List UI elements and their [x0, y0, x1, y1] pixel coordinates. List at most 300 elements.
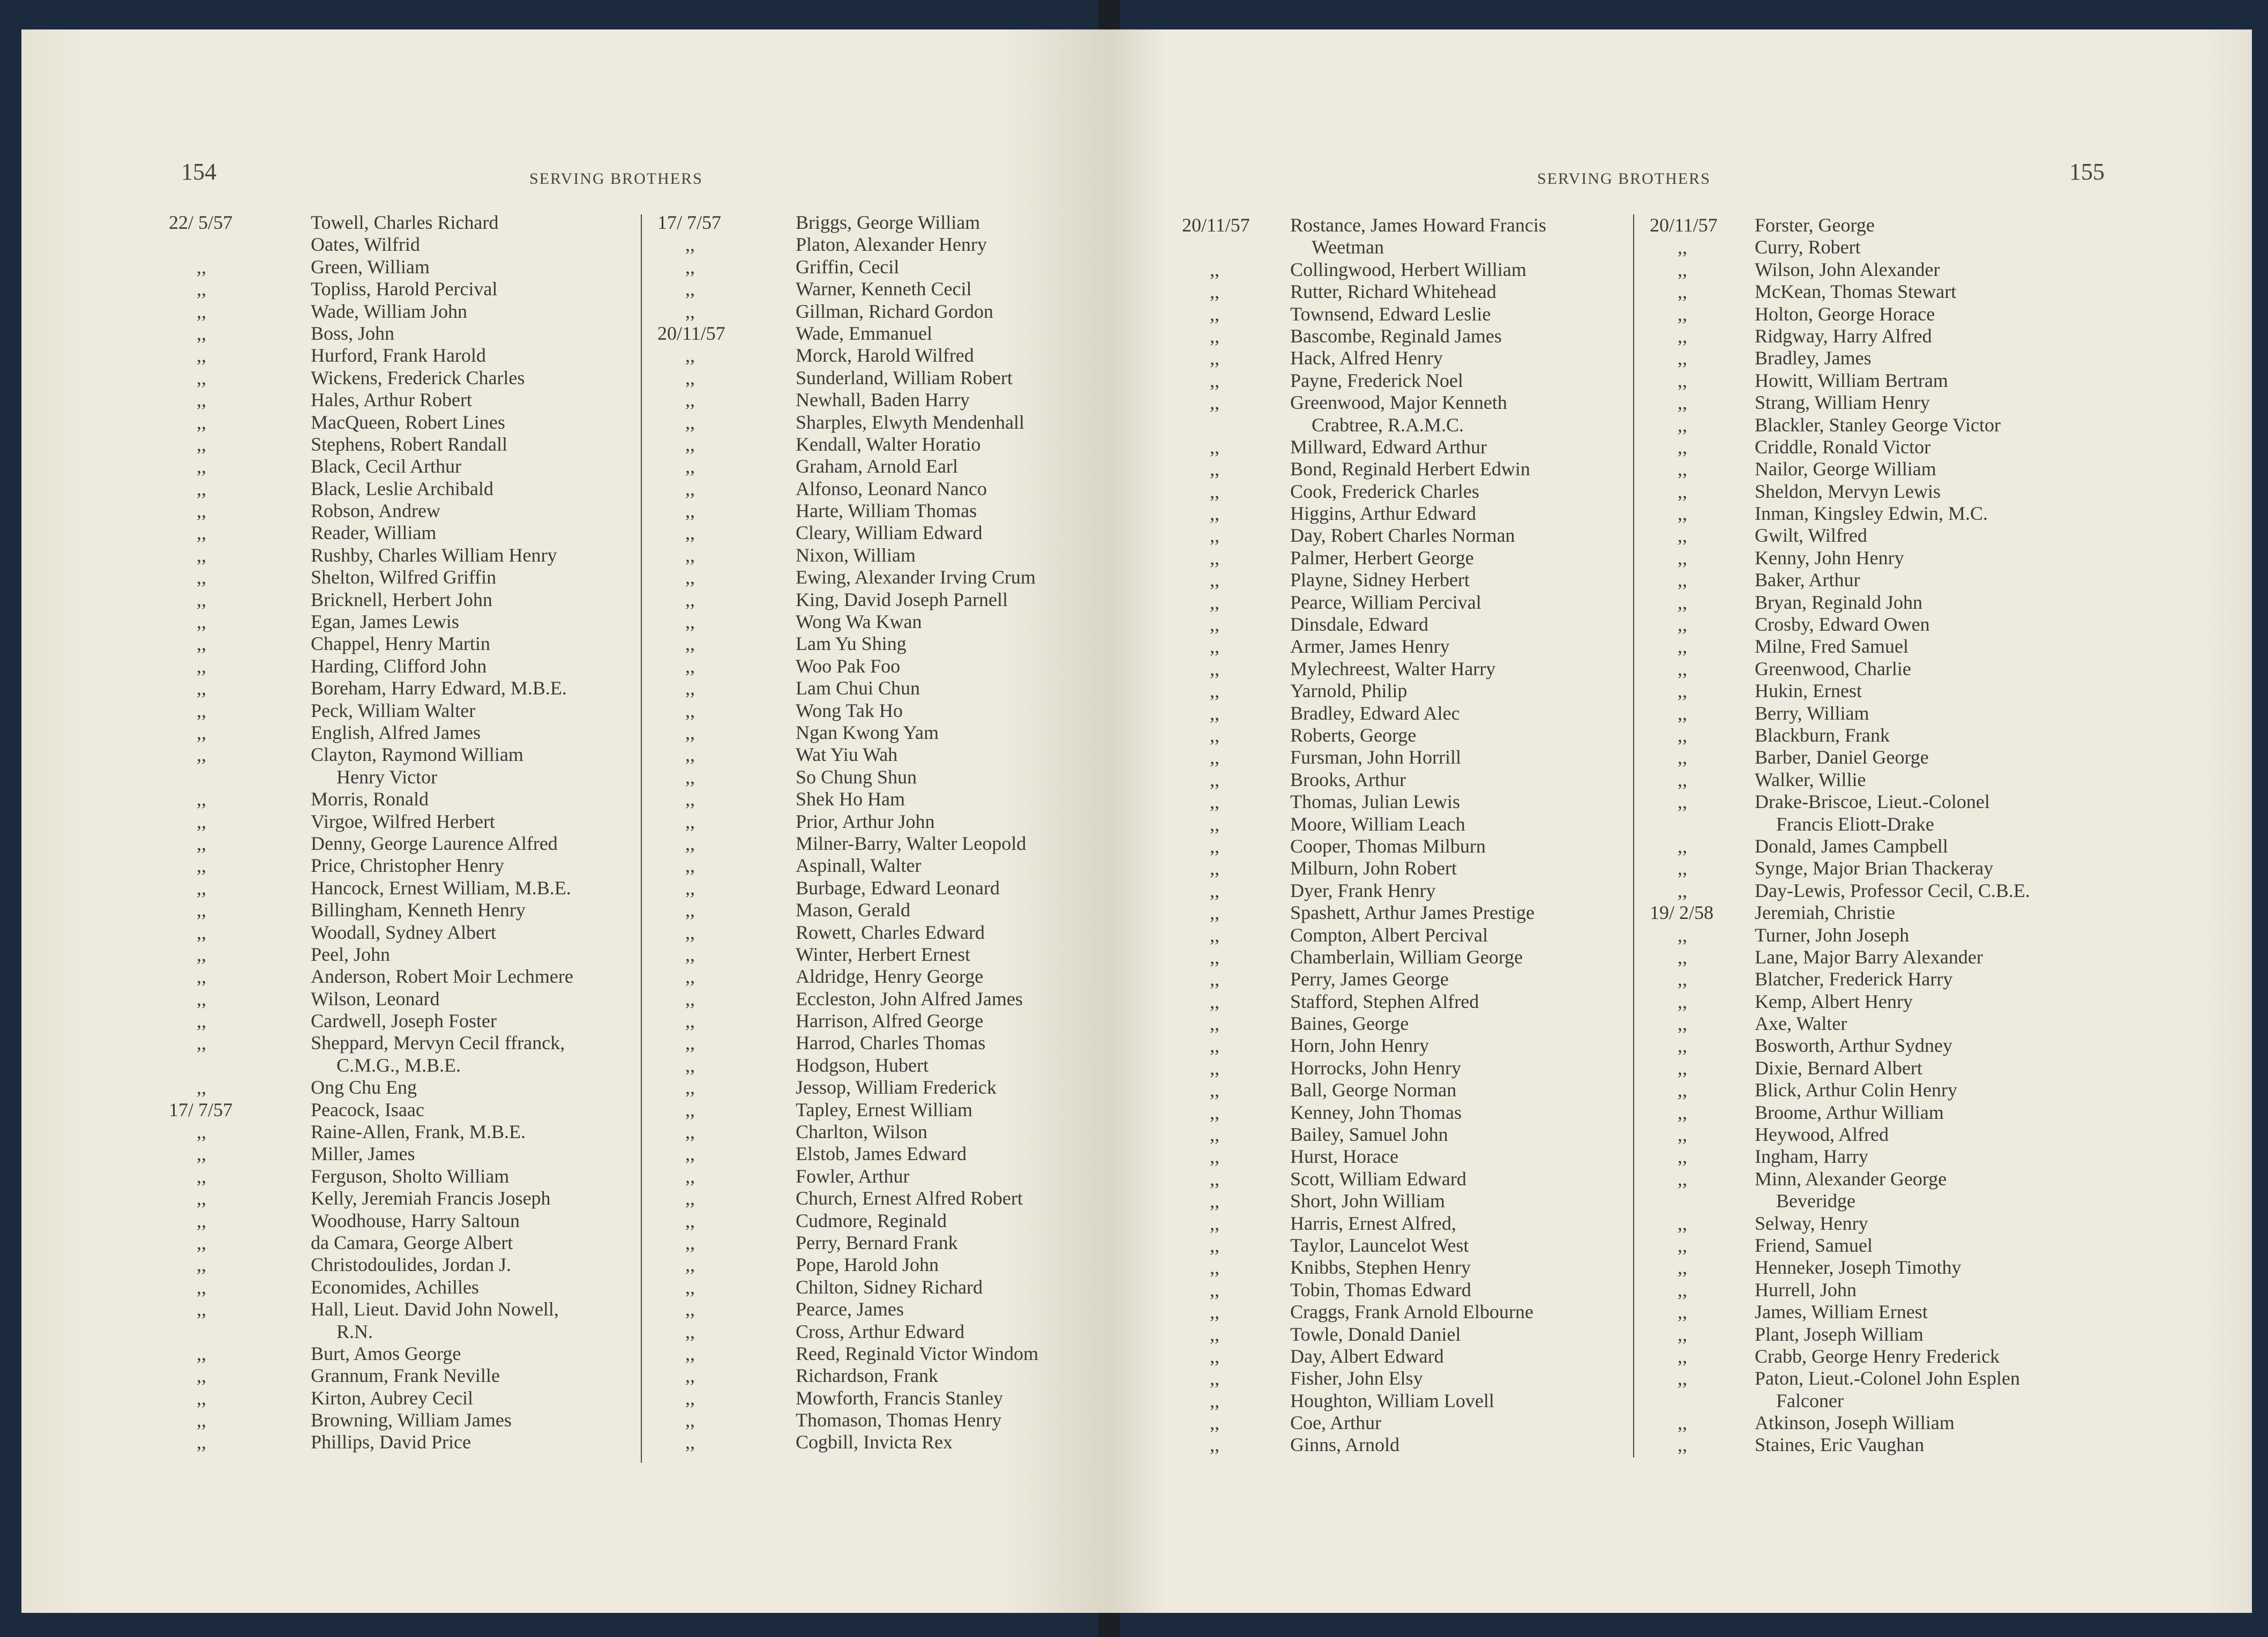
entry-name: Elstob, James Edward [796, 1143, 967, 1165]
entry-name: Reader, William [311, 522, 437, 544]
entry-name: Kemp, Albert Henry [1755, 990, 1913, 1012]
entry-name: Nailor, George William [1755, 458, 1936, 480]
entry-name: Forster, George [1755, 214, 1875, 236]
entry-name: Nixon, William [796, 544, 916, 566]
entry-date: ,, [1210, 614, 1219, 636]
entry-name: Pearce, James [796, 1298, 904, 1320]
entry-name: Boreham, Harry Edward, M.B.E. [311, 677, 567, 699]
entry-date: ,, [1210, 924, 1219, 946]
entry-name: Hurst, Horace [1290, 1146, 1398, 1168]
entry-name: Black, Cecil Arthur [311, 455, 461, 477]
entry-name: So Chung Shun [796, 766, 917, 788]
entry-name: Horrocks, John Henry [1290, 1057, 1461, 1079]
entry-date: ,, [685, 544, 695, 566]
entry-date: ,, [1678, 591, 1687, 613]
entry-name: Wong Wa Kwan [796, 611, 922, 633]
entry-date: ,, [197, 433, 206, 455]
entry-name: Dixie, Bernard Albert [1755, 1057, 1922, 1079]
entry-name: Beveridge [1776, 1190, 1855, 1212]
entry-date: ,, [1210, 1057, 1219, 1079]
entry-date: ,, [1210, 724, 1219, 746]
entry-date: ,, [685, 633, 695, 655]
entry-date: ,, [1210, 946, 1219, 968]
entry-name: Brooks, Arthur [1290, 768, 1406, 790]
entry-name: Lane, Major Barry Alexander [1755, 946, 1983, 968]
entry-date: ,, [1210, 436, 1219, 458]
entry-name: Cardwell, Joseph Foster [311, 1010, 497, 1032]
entry-date: ,, [1210, 369, 1219, 391]
entry-name: Wong Tak Ho [796, 699, 903, 721]
entry-date: ,, [1678, 347, 1687, 369]
entry-name: McKean, Thomas Stewart [1755, 281, 1957, 303]
entry-date: ,, [1678, 503, 1687, 525]
entry-date: ,, [197, 1010, 206, 1032]
entry-name: Eccleston, John Alfred James [796, 988, 1023, 1010]
entry-name: Rushby, Charles William Henry [311, 544, 557, 566]
entry-name: Barber, Daniel George [1755, 746, 1929, 768]
entry-name: Billingham, Kenneth Henry [311, 899, 526, 921]
entry-date: ,, [1210, 968, 1219, 990]
entry-date: ,, [197, 677, 206, 699]
entry-name: Turner, John Joseph [1755, 924, 1910, 946]
entry-name: Bond, Reginald Herbert Edwin [1290, 458, 1530, 480]
entry-name: Axe, Walter [1755, 1013, 1847, 1035]
entry-name: Prior, Arthur John [796, 810, 935, 832]
entry-name: Broome, Arthur William [1755, 1101, 1944, 1123]
entry-name: Strang, William Henry [1755, 392, 1930, 414]
entry-date: ,, [1210, 325, 1219, 347]
entry-name: Kenny, John Henry [1755, 547, 1904, 569]
entry-name: Minn, Alexander George [1755, 1168, 1947, 1190]
entry-name: Walker, Willie [1755, 768, 1866, 790]
entry-name: Miller, James [311, 1143, 415, 1165]
entry-date: ,, [1678, 924, 1687, 946]
entry-name: Paton, Lieut.-Colonel John Esplen [1755, 1367, 2020, 1389]
entry-name: Falconer [1776, 1389, 1844, 1411]
entry-date: ,, [685, 455, 695, 477]
entry-name: Staines, Eric Vaughan [1755, 1434, 1925, 1456]
entry-date: ,, [197, 1409, 206, 1431]
entry-name: Briggs, George William [796, 212, 980, 233]
entry-date: ,, [685, 477, 695, 499]
entry-name: Roberts, George [1290, 724, 1417, 746]
entry-date: ,, [685, 300, 695, 322]
entry-name: Scott, William Edward [1290, 1168, 1466, 1190]
entry-name: Morris, Ronald [311, 788, 429, 810]
entry-name: Woodhouse, Harry Saltoun [311, 1209, 520, 1231]
entry-date: ,, [1678, 1124, 1687, 1146]
entry-name: Kendall, Walter Horatio [796, 433, 981, 455]
entry-date: ,, [197, 389, 206, 411]
entry-name: Shelton, Wilfred Griffin [311, 566, 497, 588]
entry-name: Short, John William [1290, 1190, 1445, 1212]
entry-date: ,, [1210, 1146, 1219, 1168]
entry-date: 20/11/57 [1650, 214, 1718, 236]
entry-name: Collingwood, Herbert William [1290, 258, 1526, 280]
entry-date: ,, [1678, 1301, 1687, 1323]
entry-name: Phillips, David Price [311, 1431, 471, 1453]
entry-name: Selway, Henry [1755, 1212, 1868, 1234]
entry-name: Sheldon, Mervyn Lewis [1755, 480, 1941, 502]
entry-date: ,, [1210, 1101, 1219, 1123]
entry-date: ,, [685, 611, 695, 633]
entry-name: Thomas, Julian Lewis [1290, 791, 1460, 813]
entry-date: ,, [1210, 392, 1219, 414]
entry-name: Fisher, John Elsy [1290, 1367, 1423, 1389]
entry-name: Knibbs, Stephen Henry [1290, 1257, 1471, 1279]
entry-date: ,, [197, 322, 206, 344]
entry-name: Chilton, Sidney Richard [796, 1276, 983, 1298]
entry-name: Christodoulides, Jordan J. [311, 1254, 511, 1276]
entry-date: ,, [197, 1431, 206, 1453]
entry-date: ,, [685, 1298, 695, 1320]
entry-name: Boss, John [311, 322, 395, 344]
entry-date: ,, [685, 832, 695, 854]
entry-name: Richardson, Frank [796, 1365, 938, 1387]
entry-date: ,, [197, 1365, 206, 1387]
entry-name: Ginns, Arnold [1290, 1434, 1400, 1456]
entry-date: ,, [1678, 436, 1687, 458]
entry-name: Synge, Major Brian Thackeray [1755, 857, 1994, 879]
entry-name: Greenwood, Major Kenneth [1290, 392, 1507, 414]
entry-date: ,, [1210, 347, 1219, 369]
entry-name: James, William Ernest [1755, 1301, 1928, 1323]
entry-name: Wat Yiu Wah [796, 744, 898, 766]
entry-date: ,, [197, 1231, 206, 1253]
entry-name: Ball, George Norman [1290, 1079, 1457, 1101]
entry-date: ,, [1678, 768, 1687, 790]
entry-date: ,, [197, 367, 206, 388]
entry-date: ,, [1678, 392, 1687, 414]
entry-date: ,, [685, 1054, 695, 1076]
entry-date: ,, [685, 367, 695, 388]
entry-name: Wade, Emmanuel [796, 322, 933, 344]
entry-date: ,, [1210, 1389, 1219, 1411]
entry-name: Jeremiah, Christie [1755, 902, 1895, 924]
entry-name: Peck, William Walter [311, 699, 476, 721]
page-number: 154 [181, 159, 216, 185]
entry-name: Kelly, Jeremiah Francis Joseph [311, 1187, 551, 1209]
entry-date: ,, [1210, 1434, 1219, 1456]
entry-name: Harding, Clifford John [311, 655, 487, 677]
entry-name: Cook, Frederick Charles [1290, 480, 1479, 502]
entry-name: Ong Chu Eng [311, 1077, 417, 1098]
entry-name: Bosworth, Arthur Sydney [1755, 1035, 1952, 1057]
entry-date: ,, [1210, 746, 1219, 768]
entry-date: ,, [685, 1010, 695, 1032]
entry-date: ,, [1678, 1257, 1687, 1279]
entry-date: ,, [1210, 1234, 1219, 1256]
entry-name: Palmer, Herbert George [1290, 547, 1474, 569]
entry-date: 20/11/57 [1182, 214, 1250, 236]
entry-name: Woodall, Sydney Albert [311, 921, 497, 943]
entry-date: ,, [1678, 369, 1687, 391]
entry-date: ,, [1678, 636, 1687, 657]
entry-date: ,, [197, 1121, 206, 1143]
entry-date: ,, [1678, 1412, 1687, 1434]
entry-date: ,, [1678, 236, 1687, 258]
entry-name: Craggs, Frank Arnold Elbourne [1290, 1301, 1533, 1323]
entry-name: Yarnold, Philip [1290, 680, 1408, 702]
entry-date: ,, [197, 1187, 206, 1209]
entry-date: ,, [1678, 1234, 1687, 1256]
entry-name: Wilson, Leonard [311, 988, 440, 1010]
entry-name: Bradley, Edward Alec [1290, 702, 1460, 724]
entry-date: ,, [1678, 879, 1687, 901]
entry-date: ,, [685, 1342, 695, 1364]
entry-date: 17/ 7/57 [657, 212, 722, 233]
entry-name: C.M.G., M.B.E. [336, 1054, 461, 1076]
entry-date: ,, [685, 721, 695, 743]
entry-date: ,, [197, 921, 206, 943]
entry-name: Perry, Bernard Frank [796, 1231, 958, 1253]
entry-name: Ingham, Harry [1755, 1146, 1868, 1168]
entry-date: ,, [1678, 525, 1687, 547]
entry-date: 19/ 2/58 [1650, 902, 1714, 924]
entry-name: Woo Pak Foo [796, 655, 901, 677]
entry-date: ,, [1678, 1013, 1687, 1035]
entry-name: Francis Eliott-Drake [1776, 813, 1934, 835]
entry-name: Hall, Lieut. David John Nowell, [311, 1298, 559, 1320]
entry-name: Virgoe, Wilfred Herbert [311, 810, 495, 832]
entry-name: Hukin, Ernest [1755, 680, 1862, 702]
entry-name: Topliss, Harold Percival [311, 278, 498, 300]
entry-name: Taylor, Launcelot West [1290, 1234, 1469, 1256]
entry-name: Lam Yu Shing [796, 633, 907, 655]
entry-date: ,, [1678, 547, 1687, 569]
column-rule [1633, 214, 1634, 1457]
entry-name: Hurford, Frank Harold [311, 345, 486, 367]
running-head: SERVING BROTHERS [1537, 170, 1711, 188]
entry-name: Crabb, George Henry Frederick [1755, 1345, 2000, 1367]
entry-date: ,, [197, 588, 206, 610]
entry-name: Compton, Albert Percival [1290, 924, 1488, 946]
entry-name: Lam Chui Chun [796, 677, 920, 699]
entry-name: Henneker, Joseph Timothy [1755, 1257, 1962, 1279]
entry-name: Cooper, Thomas Milburn [1290, 835, 1486, 857]
entry-name: Price, Christopher Henry [311, 855, 504, 877]
entry-name: Mason, Gerald [796, 899, 910, 921]
entry-name: Morck, Harold Wilfred [796, 345, 974, 367]
entry-name: Chamberlain, William George [1290, 946, 1523, 968]
entry-date: ,, [685, 234, 695, 256]
entry-name: Harris, Ernest Alfred, [1290, 1212, 1456, 1234]
entry-name: Cross, Arthur Edward [796, 1320, 964, 1342]
entry-name: Day, Albert Edward [1290, 1345, 1444, 1367]
entry-date: ,, [1678, 990, 1687, 1012]
running-head: SERVING BROTHERS [529, 170, 703, 188]
entry-date: ,, [685, 988, 695, 1010]
entry-date: ,, [1210, 480, 1219, 502]
entry-name: Friend, Samuel [1755, 1234, 1873, 1256]
entry-date: ,, [1210, 1212, 1219, 1234]
entry-date: ,, [1678, 325, 1687, 347]
entry-name: Hurrell, John [1755, 1279, 1857, 1300]
entry-name: Greenwood, Charlie [1755, 657, 1911, 679]
entry-date: ,, [1210, 813, 1219, 835]
entry-name: Harte, William Thomas [796, 500, 977, 522]
entry-name: Kenney, John Thomas [1290, 1101, 1462, 1123]
entry-date: ,, [197, 566, 206, 588]
entry-date: ,, [1210, 879, 1219, 901]
entry-date: ,, [197, 522, 206, 544]
entry-name: Perry, James George [1290, 968, 1449, 990]
entry-date: ,, [685, 1077, 695, 1098]
entry-name: Graham, Arnold Earl [796, 455, 958, 477]
entry-name: Hales, Arthur Robert [311, 389, 472, 411]
entry-date: ,, [685, 1365, 695, 1387]
entry-date: ,, [1210, 1124, 1219, 1146]
entry-name: Blick, Arthur Colin Henry [1755, 1079, 1957, 1101]
entry-name: Rowett, Charles Edward [796, 921, 985, 943]
entry-name: Tobin, Thomas Edward [1290, 1279, 1471, 1300]
entry-date: ,, [685, 1320, 695, 1342]
entry-date: ,, [1678, 303, 1687, 325]
entry-name: Mowforth, Francis Stanley [796, 1387, 1003, 1409]
entry-date: ,, [1210, 303, 1219, 325]
entry-name: Holton, George Horace [1755, 303, 1935, 325]
entry-name: Tapley, Ernest William [796, 1098, 972, 1120]
entry-name: Payne, Frederick Noel [1290, 369, 1463, 391]
entry-date: ,, [685, 1165, 695, 1187]
entry-date: ,, [197, 721, 206, 743]
entry-name: Hack, Alfred Henry [1290, 347, 1443, 369]
entry-date: ,, [1210, 281, 1219, 303]
entry-date: ,, [1678, 1057, 1687, 1079]
entry-name: Henry Victor [336, 766, 438, 788]
entry-date: ,, [1678, 1035, 1687, 1057]
entry-date: ,, [1678, 968, 1687, 990]
entry-date: ,, [1678, 702, 1687, 724]
entry-date: ,, [685, 677, 695, 699]
entry-date: ,, [1210, 258, 1219, 280]
entry-name: Ngan Kwong Yam [796, 721, 939, 743]
entry-name: Gwilt, Wilfred [1755, 525, 1867, 547]
entry-name: Plant, Joseph William [1755, 1323, 1923, 1345]
entry-date: ,, [685, 256, 695, 278]
entry-date: ,, [1678, 569, 1687, 591]
entry-name: Donald, James Campbell [1755, 835, 1948, 857]
entry-date: ,, [1678, 614, 1687, 636]
entry-name: Sunderland, William Robert [796, 367, 1013, 388]
entry-name: Baines, George [1290, 1013, 1409, 1035]
entry-name: Horn, John Henry [1290, 1035, 1429, 1057]
entry-name: Playne, Sidney Herbert [1290, 569, 1470, 591]
entry-name: Hancock, Ernest William, M.B.E. [311, 877, 571, 899]
entry-name: Crosby, Edward Owen [1755, 614, 1930, 636]
entry-date: ,, [1210, 1035, 1219, 1057]
entry-date: ,, [685, 877, 695, 899]
entry-name: Armer, James Henry [1290, 636, 1450, 657]
entry-name: Cogbill, Invicta Rex [796, 1431, 953, 1453]
entry-name: Shek Ho Ham [796, 788, 905, 810]
entry-date: ,, [1678, 1079, 1687, 1101]
entry-name: Harrod, Charles Thomas [796, 1032, 986, 1054]
entry-date: ,, [685, 389, 695, 411]
entry-name: Platon, Alexander Henry [796, 234, 987, 256]
entry-name: King, David Joseph Parnell [796, 588, 1008, 610]
entry-date: ,, [1678, 258, 1687, 280]
entry-date: ,, [1678, 857, 1687, 879]
entry-name: Cudmore, Reginald [796, 1209, 947, 1231]
entry-date: ,, [197, 699, 206, 721]
entry-date: 20/11/57 [657, 322, 725, 344]
entry-name: Peacock, Isaac [311, 1098, 424, 1120]
entry-date: ,, [197, 1209, 206, 1231]
entry-date: ,, [1210, 835, 1219, 857]
entry-name: English, Alfred James [311, 721, 481, 743]
entry-name: Winter, Herbert Ernest [796, 943, 970, 965]
column-rule [641, 214, 642, 1463]
entry-date: ,, [685, 1032, 695, 1054]
entry-name: Thomason, Thomas Henry [796, 1409, 1002, 1431]
entry-name: Hodgson, Hubert [796, 1054, 929, 1076]
entry-date: ,, [197, 832, 206, 854]
entry-name: Kirton, Aubrey Cecil [311, 1387, 473, 1409]
entry-name: Weetman [1312, 236, 1384, 258]
entry-date: ,, [685, 500, 695, 522]
entry-date: ,, [1678, 746, 1687, 768]
entry-date: ,, [1678, 1146, 1687, 1168]
entry-date: ,, [197, 877, 206, 899]
entry-date: ,, [197, 1032, 206, 1054]
entry-name: Rutter, Richard Whitehead [1290, 281, 1496, 303]
entry-name: Baker, Arthur [1755, 569, 1860, 591]
entry-name: Economides, Achilles [311, 1276, 479, 1298]
entry-date: ,, [685, 1209, 695, 1231]
entry-date: ,, [1678, 657, 1687, 679]
entry-name: Curry, Robert [1755, 236, 1861, 258]
entry-name: Alfonso, Leonard Nanco [796, 477, 987, 499]
entry-date: ,, [197, 1165, 206, 1187]
entry-name: da Camara, George Albert [311, 1231, 513, 1253]
entry-name: Denny, George Laurence Alfred [311, 832, 558, 854]
entry-date: ,, [1210, 680, 1219, 702]
entry-date: ,, [197, 788, 206, 810]
entry-name: Anderson, Robert Moir Lechmere [311, 966, 573, 988]
entry-name: Ridgway, Harry Alfred [1755, 325, 1932, 347]
entry-date: ,, [685, 766, 695, 788]
entry-name: Pope, Harold John [796, 1254, 939, 1276]
entry-name: Newhall, Baden Harry [796, 389, 970, 411]
entry-name: Gillman, Richard Gordon [796, 300, 993, 322]
entry-date: ,, [1678, 1323, 1687, 1345]
entry-name: Sharples, Elwyth Mendenhall [796, 411, 1024, 433]
entry-date: ,, [197, 278, 206, 300]
entry-date: ,, [1210, 1367, 1219, 1389]
entry-date: ,, [197, 1077, 206, 1098]
entry-name: Ewing, Alexander Irving Crum [796, 566, 1036, 588]
entry-date: ,, [197, 855, 206, 877]
entry-date: ,, [1210, 1013, 1219, 1035]
entry-date: ,, [1678, 281, 1687, 303]
entry-date: ,, [1210, 503, 1219, 525]
entry-name: Reed, Reginald Victor Windom [796, 1342, 1038, 1364]
entry-name: Mylechreest, Walter Harry [1290, 657, 1496, 679]
entry-name: Dyer, Frank Henry [1290, 879, 1436, 901]
entry-name: Bradley, James [1755, 347, 1872, 369]
entry-date: ,, [197, 256, 206, 278]
entry-name: Cleary, William Edward [796, 522, 983, 544]
entry-date: ,, [197, 899, 206, 921]
entry-date: ,, [1678, 791, 1687, 813]
entry-name: Townsend, Edward Leslie [1290, 303, 1491, 325]
entry-name: Pearce, William Percival [1290, 591, 1481, 613]
entry-date: ,, [1210, 591, 1219, 613]
entry-date: ,, [197, 810, 206, 832]
entry-date: ,, [685, 1254, 695, 1276]
entry-name: Wickens, Frederick Charles [311, 367, 525, 388]
